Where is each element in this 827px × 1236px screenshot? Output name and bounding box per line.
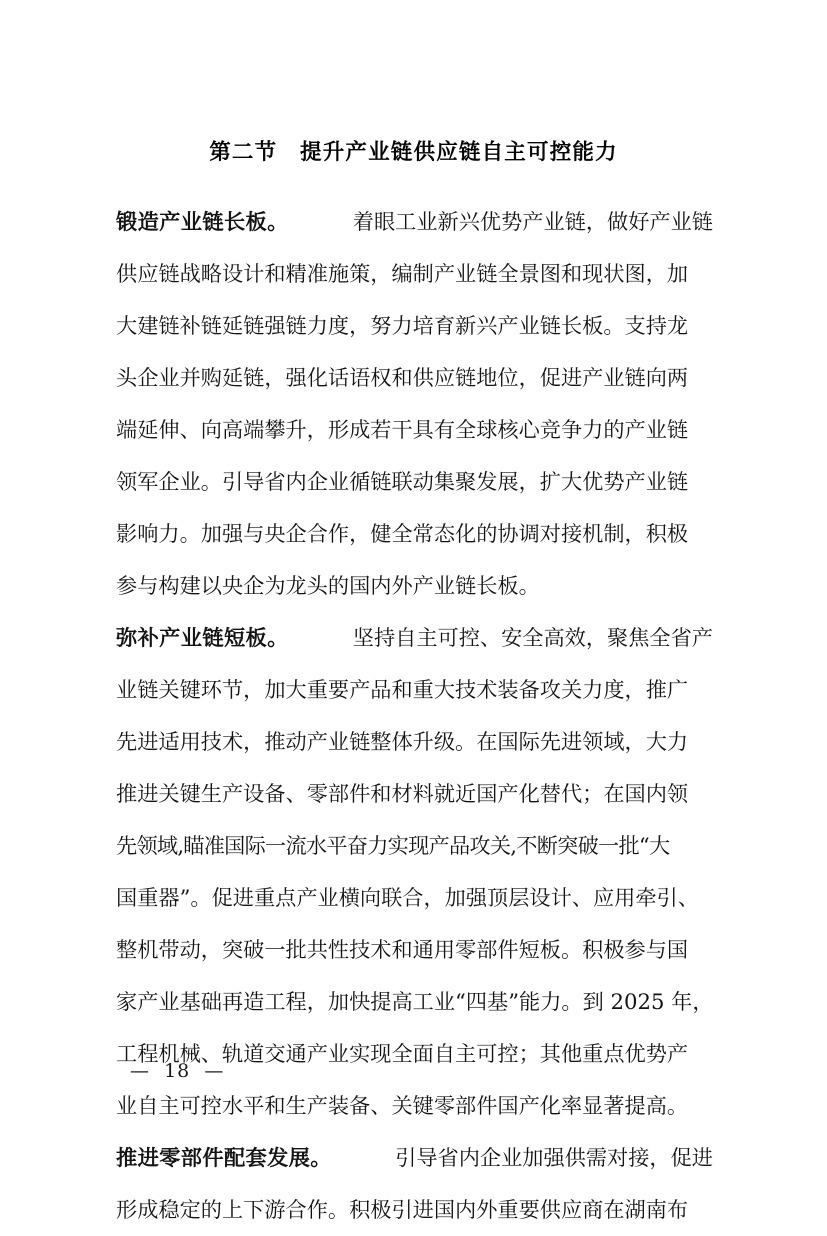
paragraph-1 (116, 196, 713, 612)
paragraph-2-line-1 (116, 612, 713, 664)
section-title: 第二节 提升产业链供应链自主可控能力 (209, 140, 618, 165)
paragraph-3-line-1 (116, 1132, 713, 1184)
paragraph-1-line-5: 端延伸、向高端攀升，形成若干具有全球核心竞争力的产业链 (116, 417, 689, 442)
page-number: — 18 — (130, 1060, 225, 1082)
paragraph-1-line-7: 影响力。加强与央企合作，健全常态化的协调对接机制，积极 (116, 521, 689, 546)
paragraph-2-lead: 弥补产业链短板。 (116, 625, 289, 650)
paragraph-1-line-6: 领军企业。引导省内企业循链联动集聚发展，扩大优势产业链 (116, 469, 689, 494)
paragraph-2 (116, 612, 713, 1132)
paragraph-2-line-1-text: 坚持自主可控、安全高效，聚焦全省产 (352, 625, 713, 650)
paragraph-2-line-2: 业链关键环节，加大重要产品和重大技术装备攻关力度，推广 (116, 677, 689, 702)
paragraph-2-line-5: 先领域,瞄准国际一流水平奋力实现产品攻关,不断突破一批“大 (116, 833, 670, 858)
paragraph-1-line-8: 参与构建以央企为龙头的国内外产业链长板。 (116, 573, 540, 598)
paragraph-2-line-4: 推进关键生产设备、零部件和材料就近国产化替代；在国内领 (116, 781, 689, 806)
paragraph-2-line-7: 整机带动，突破一批共性技术和通用零部件短板。积极参与国 (116, 937, 689, 962)
paragraph-1-line-3: 大建链补链延链强链力度，努力培育新兴产业链长板。支持龙 (116, 313, 689, 338)
paragraph-3-line-1-text: 引导省内企业加强供需对接，促进 (395, 1145, 713, 1170)
paragraph-1-line-4: 头企业并购延链，强化话语权和供应链地位，促进产业链向两 (116, 365, 689, 390)
paragraph-1-line-1-text: 着眼工业新兴优势产业链，做好产业链 (352, 209, 713, 234)
paragraph-1-lead: 锻造产业链长板。 (116, 209, 289, 234)
paragraph-3 (116, 1132, 713, 1236)
paragraph-3-line-2: 形成稳定的上下游合作。积极引进国内外重要供应商在湖南布 (116, 1197, 689, 1222)
paragraph-1-line-1 (116, 196, 713, 248)
paragraph-3-lead: 推进零部件配套发展。 (116, 1145, 332, 1170)
paragraph-2-line-6: 国重器”。促进重点产业横向联合，加强顶层设计、应用牵引、 (116, 885, 699, 910)
paragraph-1-line-2: 供应链战略设计和精准施策，编制产业链全景图和现状图，加 (116, 261, 689, 286)
paragraph-2-line-9: 工程机械、轨道交通产业实现全面自主可控；其他重点优势产 (116, 1041, 689, 1066)
paragraph-2-line-10: 业自主可控水平和生产装备、关键零部件国产化率显著提高。 (116, 1093, 689, 1118)
paragraph-2-line-3: 先进适用技术，推动产业链整体升级。在国际先进领域，大力 (116, 729, 689, 754)
paragraph-2-line-8: 家产业基础再造工程，加快提高工业“四基”能力。到 2025 年， (116, 989, 714, 1014)
